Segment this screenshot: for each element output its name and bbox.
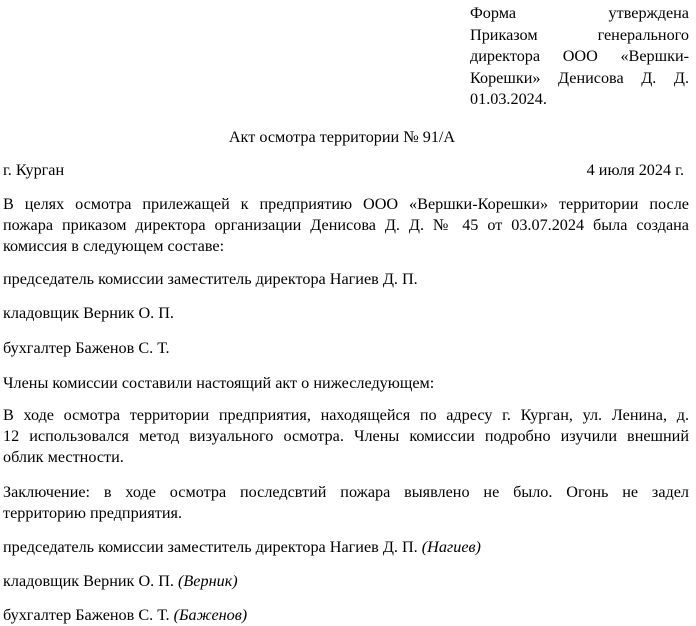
signature: (Нагиев)	[421, 538, 481, 556]
member-chairman: председатель комиссии заместитель директора Нагиев Д. П.	[3, 270, 418, 288]
member-storekeeper: кладовщик Верник О. П.	[3, 304, 174, 322]
approval-line: 01.03.2024.	[470, 90, 547, 108]
conclusion-line: территорию предприятия.	[3, 504, 183, 522]
city: г. Курган	[3, 161, 65, 179]
intro-paragraph	[3, 194, 689, 257]
approval-stamp-block	[470, 3, 689, 111]
signature: (Баженов)	[173, 606, 248, 624]
intro-line: В целях осмотра прилежащей к предприятию ООО «Вершки-Корешки» территории после	[3, 195, 689, 213]
inspection-paragraph	[3, 405, 689, 468]
statement-paragraph: Члены комиссии составили настоящий акт о нижеследующем:	[3, 374, 435, 392]
intro-line: пожара приказом директора организации Денисова Д. Д. № 45 от 03.07.2024 была создана	[3, 216, 689, 234]
signature-line-chairman	[3, 537, 689, 558]
approval-line: директора ООО «Вершки-	[470, 47, 689, 65]
signature-line-accountant	[3, 605, 689, 626]
conclusion-line: Заключение: в ходе осмотра последсвтий пожара выявлено не было. Огонь не задел	[3, 483, 689, 501]
member-accountant: бухгалтер Баженов С. Т.	[3, 339, 170, 357]
signature-line-storekeeper	[3, 571, 689, 592]
document-title: Акт осмотра территории № 91/А	[228, 128, 456, 146]
signatory-name: бухгалтер Баженов С. Т.	[3, 606, 170, 624]
inspection-line: облик местности.	[3, 448, 124, 466]
signatory-name: кладовщик Верник О. П.	[3, 572, 174, 590]
signatory-name: председатель комиссии заместитель директора Нагиев Д. П.	[3, 538, 418, 556]
conclusion-paragraph	[3, 482, 689, 524]
inspection-line: 12 использовался метод визуального осмотра. Члены комиссии подробно изучили внешний	[3, 427, 689, 445]
approval-line: Приказом генерального	[470, 25, 689, 44]
approval-line: Форма утверждена	[470, 4, 689, 22]
document-date: 4 июля 2024 г.	[586, 161, 684, 179]
inspection-line: В ходе осмотра территории предприятия, находящейся по адресу г. Курган, ул. Ленина, д.	[3, 406, 689, 424]
approval-line: Корешки» Денисова Д. Д.	[470, 68, 689, 87]
signature: (Верник)	[178, 572, 238, 590]
intro-line: комиссия в следующем составе:	[3, 237, 225, 255]
city-date-row	[3, 160, 684, 181]
